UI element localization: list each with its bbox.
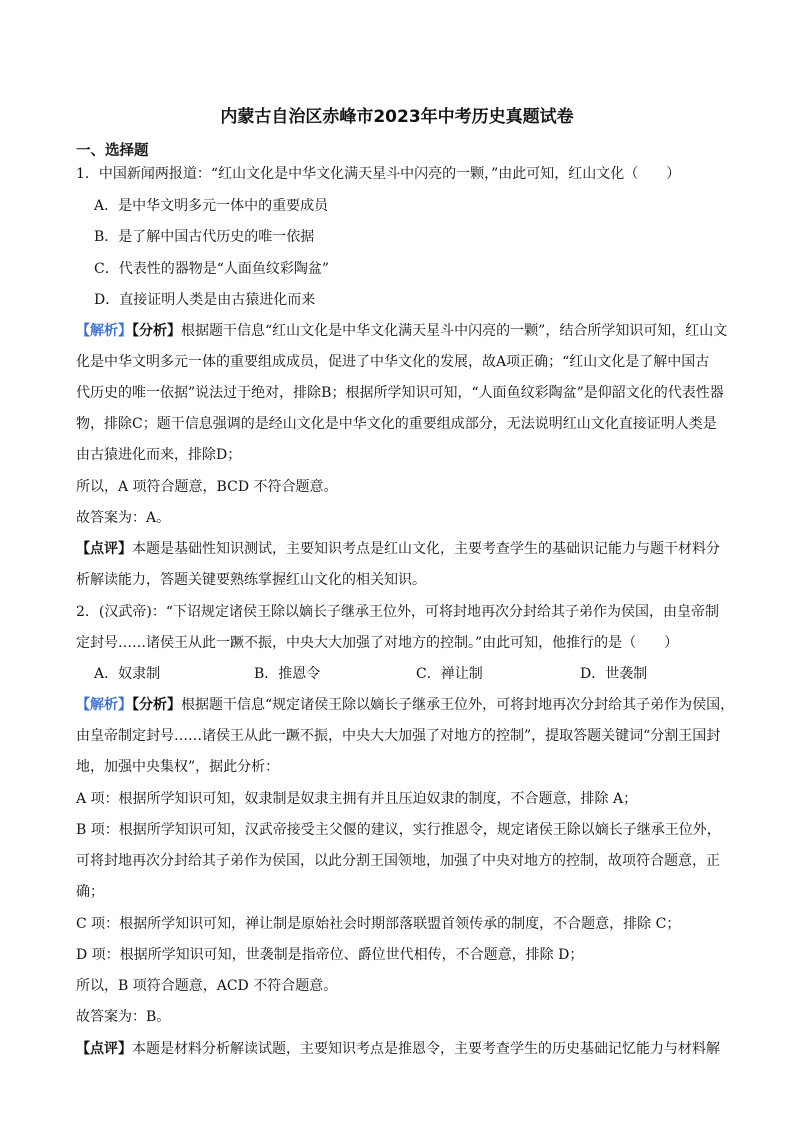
q2-stem: 2．(汉武帝)：“下诏规定诸侯王除以嫡长子继承王位外，可将封地再次分封给其子弟作为侯国，由皇帝制 xyxy=(76,604,719,620)
section-heading: 一、选择题 xyxy=(76,143,149,159)
q2-item: A 项：根据所学知识可知，奴隶制是奴隶主拥有并且压迫奴隶的制度，不合题意，排除 A； xyxy=(76,791,638,807)
q1-review-line xyxy=(76,540,748,558)
q1-analysis-text: 根据题干信息“红山文化是中华文化满天星斗中闪亮的一颗”，结合所学知识可知，红山文 xyxy=(181,323,728,339)
q2-analysis-line: 地，加强中央集权”，据此分析： xyxy=(76,759,280,775)
q1-option-b: B．是了解中国古代历史的唯一依据 xyxy=(94,229,315,245)
q2-fenxi-tag: 【分析】 xyxy=(132,697,181,713)
q2-answer: 故答案为：B。 xyxy=(76,1009,171,1025)
q2-review-tag: 【点评】 xyxy=(76,1041,132,1057)
q1-analysis-line: 化是中华文明多元一体的重要组成成员，促进了中华文化的发展，故A项正确；“红山文化是了解中国古 xyxy=(76,354,710,370)
q2-item: B 项：根据所学知识可知，汉武帝接受主父偃的建议，实行推恩令，规定诸侯王除以嫡长子继承王位外， xyxy=(76,822,721,838)
q2-option-c: C．禅让制 xyxy=(416,666,483,682)
q2-analysis-line: 由皇帝制定封号……诸侯王从此一蹶不振，中央大大加强了对地方的控制”，提取答题关键词“分割王国封 xyxy=(76,728,721,744)
q2-analysis-line xyxy=(76,696,748,714)
q1-analysis-line: 由古猿进化而来，排除D； xyxy=(76,447,242,463)
q1-review-line: 析解读能力，答题关键要熟练掌握红山文化的相关知识。 xyxy=(76,572,426,588)
q1-option-c: C．代表性的器物是“人面鱼纹彩陶盆” xyxy=(94,261,330,277)
q1-review-tag: 【点评】 xyxy=(76,541,132,557)
q1-jiexi-tag: 【解析】 xyxy=(76,323,132,339)
q1-conclusion: 所以，A 项符合题意，BCD 不符合题意。 xyxy=(76,479,338,495)
page-title: 内蒙古自治区赤峰市2023年中考历史真题试卷 xyxy=(220,107,574,127)
q1-option-a: A．是中华文明多元一体中的重要成员 xyxy=(94,198,329,214)
q1-review-text: 本题是基础性知识测试，主要知识考点是红山文化，主要考查学生的基础识记能力与题干材料分 xyxy=(132,541,720,557)
q2-review-line xyxy=(76,1040,748,1058)
q2-jiexi-tag: 【解析】 xyxy=(76,697,132,713)
q1-fenxi-tag: 【分析】 xyxy=(132,323,181,339)
q2-review-text: 本题是材料分析解读试题，主要知识考点是推恩令，主要考查学生的历史基础记忆能力与材料解 xyxy=(132,1041,720,1057)
q1-answer: 故答案为：A。 xyxy=(76,510,171,526)
q2-item: C 项：根据所学知识可知，禅让制是原始社会时期部落联盟首领传承的制度，不合题意，排除 C； xyxy=(76,916,681,932)
q2-conclusion: 所以，B 项符合题意，ACD 不符合题意。 xyxy=(76,978,338,994)
q2-option-a: A．奴隶制 xyxy=(94,666,161,682)
q2-item: 确； xyxy=(76,884,104,900)
q1-option-d: D．直接证明人类是由古猿进化而来 xyxy=(94,292,316,308)
q2-stem: 定封号……诸侯王从此一蹶不振，中央大大加强了对地方的控制。”由此可知，他推行的是（ ） xyxy=(76,635,679,651)
q2-item: D 项：根据所学知识可知，世袭制是指帝位、爵位世代相传，不合题意，排除 D； xyxy=(76,947,584,963)
q2-option-b: B．推恩令 xyxy=(254,666,321,682)
q1-analysis-line: 代历史的唯一依据”说法过于绝对，排除B；根据所学知识可知，“人面鱼纹彩陶盆”是仰韶文化的代表性器 xyxy=(76,385,724,401)
q1-analysis-line: 物，排除C；题干信息强调的是经山文化是中华文化的重要组成部分，无法说明红山文化直接证明人类是 xyxy=(76,416,717,432)
q2-item: 可将封地再次分封给其子弟作为侯国，以此分割王国领地，加强了中央对地方的控制，故项符合题意，正 xyxy=(76,853,720,869)
q2-option-d: D．世袭制 xyxy=(580,666,648,682)
q1-stem: 1．中国新闻两报道：“红山文化是中华文化满天星斗中闪亮的一颗，”由此可知，红山文化（ ） xyxy=(76,166,681,182)
q1-analysis-line xyxy=(76,322,748,340)
q2-analysis-text: 根据题干信息“规定诸侯王除以嫡长子继承王位外，可将封地再次分封给其子弟作为侯国， xyxy=(181,697,735,713)
